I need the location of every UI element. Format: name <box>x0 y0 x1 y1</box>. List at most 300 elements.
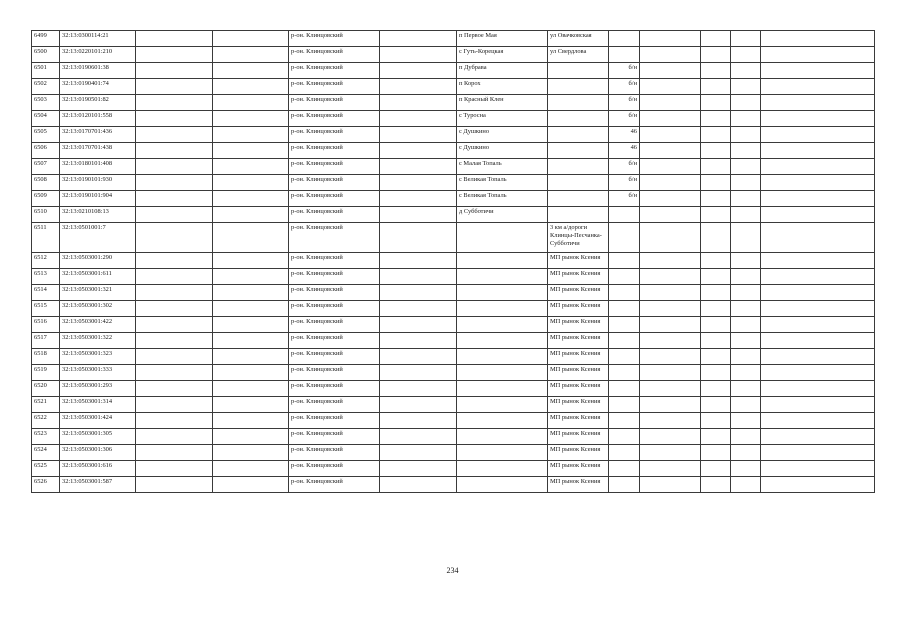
table-row <box>32 253 875 269</box>
empty-cell <box>136 63 213 79</box>
empty-cell <box>136 223 213 253</box>
street-cell: МП рынок Ксения <box>548 365 609 381</box>
empty-cell <box>640 223 701 253</box>
cadastral-number: 32:13:0503001:290 <box>60 253 136 269</box>
empty-cell <box>213 413 289 429</box>
cadastral-number: 32:13:0503001:587 <box>60 477 136 493</box>
empty-cell <box>640 207 701 223</box>
empty-cell <box>731 317 761 333</box>
empty-cell <box>640 175 701 191</box>
empty-cell <box>731 365 761 381</box>
house-number-cell <box>609 301 640 317</box>
street-cell: МП рынок Ксения <box>548 269 609 285</box>
cadastral-number: 32:13:0190501:82 <box>60 95 136 111</box>
table-row <box>32 127 875 143</box>
empty-cell <box>701 317 731 333</box>
cadastral-number: 32:13:0503001:305 <box>60 429 136 445</box>
empty-cell <box>761 445 875 461</box>
row-number: 6507 <box>32 159 60 175</box>
empty-cell <box>731 175 761 191</box>
district-cell: р-он. Клинцовский <box>289 253 380 269</box>
empty-cell <box>380 317 457 333</box>
street-cell: МП рынок Ксения <box>548 349 609 365</box>
row-number: 6502 <box>32 79 60 95</box>
empty-cell <box>380 31 457 47</box>
row-number: 6523 <box>32 429 60 445</box>
empty-cell <box>761 477 875 493</box>
cadastral-number: 32:13:0503001:611 <box>60 269 136 285</box>
house-number-cell: б/н <box>609 159 640 175</box>
empty-cell <box>136 127 213 143</box>
settlement-cell: п Корох <box>457 79 548 95</box>
empty-cell <box>380 445 457 461</box>
empty-cell <box>380 79 457 95</box>
empty-cell <box>380 143 457 159</box>
street-cell: МП рынок Ксения <box>548 333 609 349</box>
empty-cell <box>136 31 213 47</box>
empty-cell <box>213 301 289 317</box>
empty-cell <box>640 301 701 317</box>
row-number: 6525 <box>32 461 60 477</box>
street-cell: ул Свердлова <box>548 47 609 63</box>
table-row <box>32 413 875 429</box>
empty-cell <box>701 285 731 301</box>
empty-cell <box>701 461 731 477</box>
settlement-cell <box>457 429 548 445</box>
empty-cell <box>213 191 289 207</box>
table-row <box>32 461 875 477</box>
empty-cell <box>380 159 457 175</box>
settlement-cell <box>457 301 548 317</box>
settlement-cell <box>457 461 548 477</box>
empty-cell <box>640 365 701 381</box>
cadastral-number: 32:13:0503001:422 <box>60 317 136 333</box>
cadastral-number: 32:13:0503001:314 <box>60 397 136 413</box>
empty-cell <box>761 381 875 397</box>
district-cell: р-он. Клинцовский <box>289 461 380 477</box>
empty-cell <box>701 191 731 207</box>
empty-cell <box>213 333 289 349</box>
empty-cell <box>761 349 875 365</box>
cadastral-number: 32:13:0120101:558 <box>60 111 136 127</box>
district-cell: р-он. Клинцовский <box>289 63 380 79</box>
cadastral-number: 32:13:0503001:616 <box>60 461 136 477</box>
empty-cell <box>640 127 701 143</box>
empty-cell <box>731 445 761 461</box>
empty-cell <box>380 413 457 429</box>
empty-cell <box>213 79 289 95</box>
street-cell: МП рынок Ксения <box>548 285 609 301</box>
table-row <box>32 95 875 111</box>
cadastral-number: 32:13:0503001:302 <box>60 301 136 317</box>
empty-cell <box>213 269 289 285</box>
house-number-cell <box>609 207 640 223</box>
empty-cell <box>380 111 457 127</box>
street-cell: ул Овачковская <box>548 31 609 47</box>
house-number-cell: б/н <box>609 191 640 207</box>
row-number: 6512 <box>32 253 60 269</box>
street-cell: МП рынок Ксения <box>548 445 609 461</box>
settlement-cell: п Дубрава <box>457 63 548 79</box>
empty-cell <box>380 349 457 365</box>
cadastral-number: 32:13:0300114:21 <box>60 31 136 47</box>
table-row <box>32 207 875 223</box>
street-cell: МП рынок Ксения <box>548 381 609 397</box>
empty-cell <box>136 143 213 159</box>
settlement-cell <box>457 317 548 333</box>
street-cell: МП рынок Ксения <box>548 317 609 333</box>
page-number: 234 <box>446 566 459 575</box>
empty-cell <box>380 365 457 381</box>
empty-cell <box>731 159 761 175</box>
empty-cell <box>640 269 701 285</box>
district-cell: р-он. Клинцовский <box>289 159 380 175</box>
empty-cell <box>731 397 761 413</box>
district-cell: р-он. Клинцовский <box>289 207 380 223</box>
empty-cell <box>136 477 213 493</box>
empty-cell <box>213 31 289 47</box>
empty-cell <box>761 95 875 111</box>
empty-cell <box>136 79 213 95</box>
empty-cell <box>761 397 875 413</box>
empty-cell <box>640 47 701 63</box>
district-cell: р-он. Клинцовский <box>289 317 380 333</box>
district-cell: р-он. Клинцовский <box>289 333 380 349</box>
district-cell: р-он. Клинцовский <box>289 127 380 143</box>
settlement-cell: с Гуть-Корецкая <box>457 47 548 63</box>
row-number: 6499 <box>32 31 60 47</box>
district-cell: р-он. Клинцовский <box>289 365 380 381</box>
empty-cell <box>640 111 701 127</box>
empty-cell <box>640 397 701 413</box>
empty-cell <box>213 207 289 223</box>
empty-cell <box>761 159 875 175</box>
row-number: 6521 <box>32 397 60 413</box>
empty-cell <box>213 253 289 269</box>
empty-cell <box>761 175 875 191</box>
empty-cell <box>640 477 701 493</box>
empty-cell <box>640 349 701 365</box>
empty-cell <box>731 127 761 143</box>
table-row <box>32 175 875 191</box>
street-cell <box>548 127 609 143</box>
empty-cell <box>640 317 701 333</box>
empty-cell <box>761 111 875 127</box>
house-number-cell <box>609 223 640 253</box>
empty-cell <box>761 223 875 253</box>
empty-cell <box>731 191 761 207</box>
empty-cell <box>380 207 457 223</box>
empty-cell <box>213 445 289 461</box>
cadastral-number: 32:13:0190601:38 <box>60 63 136 79</box>
empty-cell <box>136 397 213 413</box>
empty-cell <box>761 127 875 143</box>
empty-cell <box>213 461 289 477</box>
empty-cell <box>701 253 731 269</box>
empty-cell <box>701 159 731 175</box>
empty-cell <box>380 127 457 143</box>
house-number-cell <box>609 413 640 429</box>
row-number: 6500 <box>32 47 60 63</box>
settlement-cell <box>457 397 548 413</box>
empty-cell <box>213 95 289 111</box>
empty-cell <box>640 95 701 111</box>
cadastral-number: 32:13:0190101:930 <box>60 175 136 191</box>
table-row <box>32 365 875 381</box>
empty-cell <box>640 253 701 269</box>
house-number-cell <box>609 365 640 381</box>
settlement-cell: п Первое Мая <box>457 31 548 47</box>
house-number-cell: б/н <box>609 95 640 111</box>
empty-cell <box>701 301 731 317</box>
street-cell <box>548 63 609 79</box>
street-cell <box>548 207 609 223</box>
table-row <box>32 429 875 445</box>
empty-cell <box>701 477 731 493</box>
table-row <box>32 79 875 95</box>
empty-cell <box>136 349 213 365</box>
empty-cell <box>761 365 875 381</box>
empty-cell <box>380 461 457 477</box>
cadastral-number: 32:13:0503001:333 <box>60 365 136 381</box>
cadastral-number: 32:13:0170701:438 <box>60 143 136 159</box>
empty-cell <box>761 301 875 317</box>
empty-cell <box>136 207 213 223</box>
district-cell: р-он. Клинцовский <box>289 31 380 47</box>
empty-cell <box>640 63 701 79</box>
empty-cell <box>761 207 875 223</box>
house-number-cell <box>609 285 640 301</box>
settlement-cell <box>457 253 548 269</box>
empty-cell <box>731 333 761 349</box>
empty-cell <box>731 31 761 47</box>
empty-cell <box>136 95 213 111</box>
empty-cell <box>136 159 213 175</box>
empty-cell <box>380 191 457 207</box>
street-cell: МП рынок Ксения <box>548 429 609 445</box>
district-cell: р-он. Клинцовский <box>289 175 380 191</box>
empty-cell <box>380 175 457 191</box>
empty-cell <box>701 79 731 95</box>
table-row <box>32 63 875 79</box>
empty-cell <box>213 143 289 159</box>
row-number: 6509 <box>32 191 60 207</box>
table-row <box>32 333 875 349</box>
row-number: 6517 <box>32 333 60 349</box>
table-row <box>32 111 875 127</box>
empty-cell <box>380 381 457 397</box>
empty-cell <box>380 285 457 301</box>
empty-cell <box>640 159 701 175</box>
settlement-cell <box>457 223 548 253</box>
table-row <box>32 445 875 461</box>
row-number: 6508 <box>32 175 60 191</box>
district-cell: р-он. Клинцовский <box>289 429 380 445</box>
empty-cell <box>213 429 289 445</box>
empty-cell <box>731 143 761 159</box>
empty-cell <box>640 413 701 429</box>
house-number-cell: б/н <box>609 175 640 191</box>
empty-cell <box>136 285 213 301</box>
empty-cell <box>136 413 213 429</box>
street-cell: 3 км а/дороги Клинцы-Песчанка-Субботичи <box>548 223 609 253</box>
empty-cell <box>701 413 731 429</box>
house-number-cell: 46 <box>609 143 640 159</box>
table-row <box>32 191 875 207</box>
empty-cell <box>136 269 213 285</box>
empty-cell <box>136 445 213 461</box>
empty-cell <box>213 175 289 191</box>
table-row <box>32 47 875 63</box>
row-number: 6503 <box>32 95 60 111</box>
district-cell: р-он. Клинцовский <box>289 79 380 95</box>
empty-cell <box>761 253 875 269</box>
district-cell: р-он. Клинцовский <box>289 445 380 461</box>
empty-cell <box>701 349 731 365</box>
house-number-cell: б/н <box>609 63 640 79</box>
empty-cell <box>761 413 875 429</box>
cadastral-number: 32:13:0190101:904 <box>60 191 136 207</box>
district-cell: р-он. Клинцовский <box>289 143 380 159</box>
empty-cell <box>136 333 213 349</box>
empty-cell <box>701 333 731 349</box>
empty-cell <box>761 461 875 477</box>
empty-cell <box>701 207 731 223</box>
settlement-cell <box>457 445 548 461</box>
empty-cell <box>213 317 289 333</box>
empty-cell <box>701 445 731 461</box>
empty-cell <box>380 397 457 413</box>
table-row <box>32 269 875 285</box>
empty-cell <box>136 175 213 191</box>
empty-cell <box>640 445 701 461</box>
empty-cell <box>640 285 701 301</box>
empty-cell <box>640 333 701 349</box>
empty-cell <box>731 477 761 493</box>
table-row <box>32 397 875 413</box>
settlement-cell <box>457 269 548 285</box>
district-cell: р-он. Клинцовский <box>289 397 380 413</box>
district-cell: р-он. Клинцовский <box>289 223 380 253</box>
empty-cell <box>136 365 213 381</box>
empty-cell <box>761 31 875 47</box>
house-number-cell <box>609 317 640 333</box>
empty-cell <box>761 191 875 207</box>
cadastral-number: 32:13:0503001:321 <box>60 285 136 301</box>
settlement-cell <box>457 381 548 397</box>
settlement-cell: с Великая Топаль <box>457 191 548 207</box>
row-number: 6506 <box>32 143 60 159</box>
empty-cell <box>701 127 731 143</box>
house-number-cell <box>609 429 640 445</box>
table-row <box>32 381 875 397</box>
row-number: 6526 <box>32 477 60 493</box>
registry-table <box>31 30 875 493</box>
empty-cell <box>731 95 761 111</box>
empty-cell <box>761 269 875 285</box>
district-cell: р-он. Клинцовский <box>289 285 380 301</box>
empty-cell <box>701 429 731 445</box>
empty-cell <box>640 143 701 159</box>
cadastral-number: 32:13:0501001:7 <box>60 223 136 253</box>
empty-cell <box>213 365 289 381</box>
empty-cell <box>731 223 761 253</box>
empty-cell <box>731 63 761 79</box>
district-cell: р-он. Клинцовский <box>289 381 380 397</box>
empty-cell <box>731 111 761 127</box>
empty-cell <box>213 127 289 143</box>
table-row <box>32 301 875 317</box>
row-number: 6504 <box>32 111 60 127</box>
table-body <box>32 31 875 493</box>
empty-cell <box>213 111 289 127</box>
empty-cell <box>640 79 701 95</box>
row-number: 6514 <box>32 285 60 301</box>
empty-cell <box>701 31 731 47</box>
cadastral-number: 32:13:0503001:323 <box>60 349 136 365</box>
empty-cell <box>761 429 875 445</box>
settlement-cell <box>457 365 548 381</box>
empty-cell <box>731 413 761 429</box>
cadastral-number: 32:13:0503001:424 <box>60 413 136 429</box>
empty-cell <box>380 223 457 253</box>
empty-cell <box>640 31 701 47</box>
empty-cell <box>761 63 875 79</box>
empty-cell <box>380 269 457 285</box>
table-row <box>32 223 875 253</box>
street-cell <box>548 111 609 127</box>
empty-cell <box>213 159 289 175</box>
district-cell: р-он. Клинцовский <box>289 269 380 285</box>
empty-cell <box>731 253 761 269</box>
settlement-cell <box>457 413 548 429</box>
house-number-cell <box>609 31 640 47</box>
empty-cell <box>731 269 761 285</box>
empty-cell <box>731 349 761 365</box>
empty-cell <box>761 285 875 301</box>
district-cell: р-он. Клинцовский <box>289 191 380 207</box>
empty-cell <box>701 63 731 79</box>
house-number-cell <box>609 445 640 461</box>
empty-cell <box>731 301 761 317</box>
row-number: 6519 <box>32 365 60 381</box>
settlement-cell: с Душкино <box>457 143 548 159</box>
street-cell <box>548 175 609 191</box>
empty-cell <box>380 477 457 493</box>
cadastral-number: 32:13:0180101:408 <box>60 159 136 175</box>
street-cell: МП рынок Ксения <box>548 253 609 269</box>
empty-cell <box>380 63 457 79</box>
cadastral-number: 32:13:0170701:436 <box>60 127 136 143</box>
street-cell <box>548 143 609 159</box>
street-cell: МП рынок Ксения <box>548 301 609 317</box>
empty-cell <box>640 191 701 207</box>
district-cell: р-он. Клинцовский <box>289 477 380 493</box>
row-number: 6505 <box>32 127 60 143</box>
table-row <box>32 285 875 301</box>
empty-cell <box>380 47 457 63</box>
house-number-cell <box>609 333 640 349</box>
table-row <box>32 143 875 159</box>
empty-cell <box>380 333 457 349</box>
cadastral-number: 32:13:0220101:210 <box>60 47 136 63</box>
empty-cell <box>380 253 457 269</box>
table-row <box>32 477 875 493</box>
house-number-cell <box>609 269 640 285</box>
house-number-cell <box>609 381 640 397</box>
house-number-cell: б/н <box>609 79 640 95</box>
street-cell: МП рынок Ксения <box>548 461 609 477</box>
